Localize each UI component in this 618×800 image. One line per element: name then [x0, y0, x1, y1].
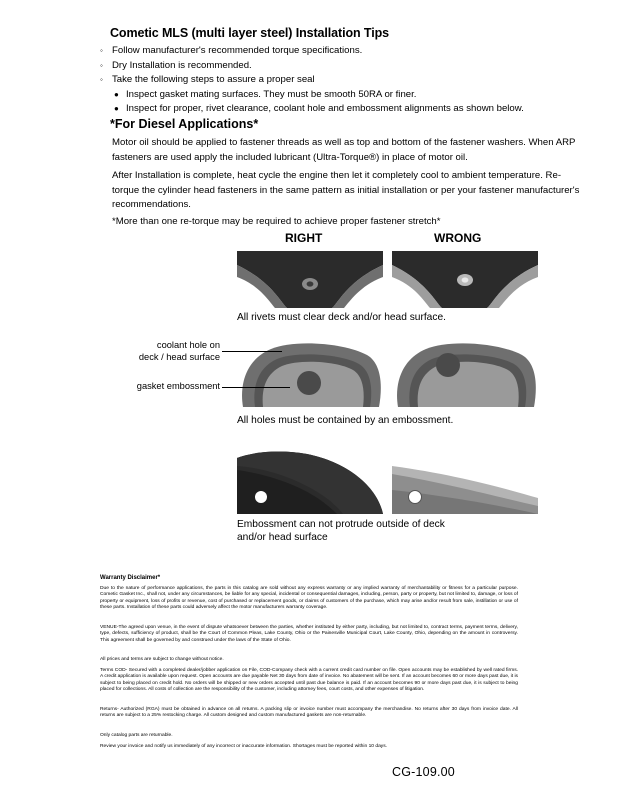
- figure2-caption: All holes must be contained by an embossment.: [237, 415, 454, 426]
- warranty-paragraph-2: VENUE-The agreed upon venue, in the event of dispute whatsoever between the parties, whether instituted by either party, including, but not limited to, contract terms, payment terms, delivery, type, defects, sufficiency of product, shall be the Court of Common Pleas, Lake County, Ohio or the Painesville Municipal Court, Lake County, Ohio, depending on the amount in controversy. This agreement shall be governed by and construed under the laws of the State of Ohio.: [100, 625, 518, 643]
- list-item-label: Dry Installation is recommended.: [112, 59, 252, 71]
- paragraph-retorque-note: *More than one re-torque may be required to achieve proper fastener stretch*: [112, 216, 441, 227]
- circle-bullet-icon: ◦: [100, 60, 103, 70]
- figure3-right-image: [237, 440, 383, 514]
- warranty-paragraph-7: Review your invoice and notify us immediately of any incorrect or inaccurate information. Shortages must be reported within 10 days.: [100, 744, 388, 749]
- page-title: Cometic MLS (multi layer steel) Installation Tips: [110, 26, 389, 40]
- list-item-label: Take the following steps to assure a proper seal: [112, 74, 315, 86]
- paragraph-heatcycle: After Installation is complete, heat cycle the engine then let it completely cool to ambient temperature. Re-torque the cylinder head fasteners in the same pattern as initial installation or per your fastener manufacturer's recommendations.: [112, 170, 580, 210]
- figure1-right-label: RIGHT: [285, 231, 323, 245]
- figure1-right-image: [237, 251, 383, 308]
- callout-coolant-leader-line: [222, 351, 282, 352]
- list-item: [100, 59, 580, 74]
- warranty-paragraph-4: Terms COD- Secured with a completed dealer/jobber application on File, COD-Company check with a current credit card number on file. Open accounts may be established by well rated firms. A credit application is available upon request. Open accounts are due payable Net 30 days from date of invoice. No abatement will be sent. If an account becomes 60 or more days past due, it is subject to being placed on credit hold. No orders will be shipped or new orders accepted until past due balance is paid. If an account becomes 90 or more days past due, it is subject to being placed for collections. All costs of collection are the responsibility of the customer, including attorney fees, court costs, and other expenses of litigation.: [100, 668, 518, 693]
- figure2-wrong-image: [392, 333, 538, 407]
- figure1-caption: All rivets must clear deck and/or head surface.: [237, 312, 446, 323]
- sub-list-item: [100, 88, 580, 103]
- warranty-paragraph-1: Due to the nature of performance applications, the parts in this catalog are sold without any express warranty or any implied warranty of merchantability or fitness for a particular purpose. Cometic Gasket Inc., shall not, under any circumstances, be liable for any special, incidental or consequential damages, including, person, party or property, but not limited to, damage, or loss of property or equipment, loss of profits or revenue, cost of purchased or replacement goods, or claims of customers of the purchase, which may arise and/or result from sale, instillation or use of these parts. Installation of these parts could adversely affect the motor manufacturers warranty coverage.: [100, 586, 518, 611]
- circle-bullet-icon: ◦: [100, 75, 103, 85]
- installation-tips-list: [100, 44, 580, 117]
- figure1-wrong-label: WRONG: [434, 231, 482, 245]
- figure3-wrong-image: [392, 440, 538, 514]
- dot-bullet-icon: ●: [114, 104, 119, 114]
- circle-bullet-icon: ◦: [100, 46, 103, 55]
- figure3-caption: Embossment can not protrude outside of deck and/or head surface: [237, 519, 445, 543]
- sub-list-item-label: Inspect for proper, rivet clearance, coolant hole and embossment alignments as shown below.: [126, 103, 524, 115]
- dot-bullet-icon: ●: [114, 89, 119, 99]
- paragraph-oil: Motor oil should be applied to fastener threads as well as top and bottom of the fastener washers. When ARP fasteners are used apply the included lubricant (Ultra-Torque®) in place of motor oil.: [112, 137, 576, 163]
- figure2-right-image: [237, 333, 383, 407]
- callout-coolant-hole: coolant hole on deck / head surface: [138, 340, 220, 362]
- callout-embossment-leader-line: [222, 387, 290, 388]
- figure1-wrong-image: [392, 251, 538, 308]
- list-item-label: Follow manufacturer's recommended torque specifications.: [112, 45, 363, 56]
- document-id: CG-109.00: [392, 765, 455, 779]
- warranty-paragraph-3: All prices and terms are subject to change without notice.: [100, 657, 224, 662]
- list-item: [100, 44, 580, 59]
- sub-list-item-label: Inspect gasket mating surfaces. They must be smooth 50RA or finer.: [126, 88, 417, 100]
- warranty-heading: Warranty Disclaimer*: [100, 575, 161, 581]
- sub-list-item: [100, 102, 580, 117]
- warranty-paragraph-5: Returns- Authorized (RGA) must be obtained in advance on all returns. A packing slip or invoice number must accompany the merchandise. No returns after 30 days from invoice date. All returns are subject to a 25% restocking charge. All custom designed and custom manufactured gaskets are non-returnable.: [100, 707, 518, 719]
- warranty-paragraph-6: Only catalog parts are returnable.: [100, 733, 173, 738]
- list-item: [100, 73, 580, 88]
- callout-gasket-embossment: gasket embossment: [136, 381, 220, 391]
- section-heading-diesel: *For Diesel Applications*: [110, 117, 259, 131]
